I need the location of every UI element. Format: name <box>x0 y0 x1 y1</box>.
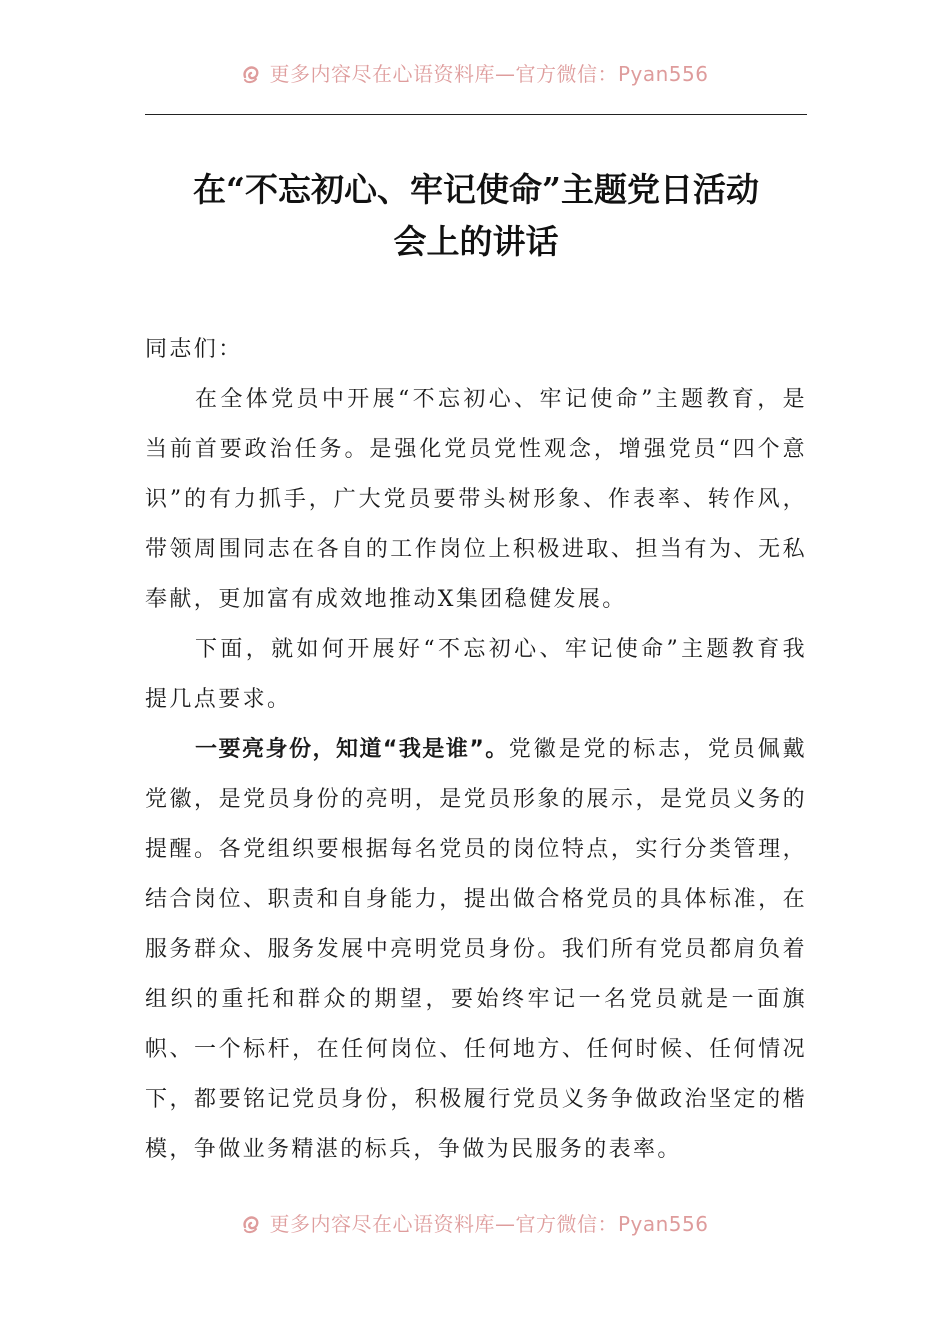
footer-watermark <box>0 1208 950 1237</box>
paragraph-3-heading: 一要亮身份，知道“我是谁”。 <box>195 737 509 762</box>
header-watermark <box>0 58 950 87</box>
paragraph-3-text: 党徽是党的标志，党员佩戴党徽，是党员身份的亮明，是党员形象的展示，是党员义务的提醒。各党组织要根据每名党员的岗位特点，实行分类管理，结合岗位、职责和自身能力，提出做合格党员的具体标准，在服务群众、服务发展中亮明党员身份。我们所有党员都肩负着组织的重托和群众的期望，要始终牢记一名党员就是一面旗帜、一个标杆，在任何岗位、任何地方、任何时候、任何情况下，都要铭记党员身份，积极履行党员义务争做政治坚定的楷模，争做业务精湛的标兵，争做为民服务的表率。 <box>145 737 807 1162</box>
swirl-logo-icon <box>241 63 263 85</box>
paragraph-1: 在全体党员中开展“不忘初心、牢记使命”主题教育，是当前首要政治任务。是强化党员党性观念，增强党员“四个意识”的有力抓手，广大党员要带头树形象、作表率、转作风，带领周围同志在各自的工作岗位上积极进取、担当有为、无私奉献，更加富有成效地推动X集团稳健发展。 <box>145 387 807 612</box>
watermark-text: 更多内容尽在心语资料库—官方微信：Pyan556 <box>269 1212 709 1236</box>
paragraph-3 <box>145 725 807 1175</box>
header-divider <box>145 114 807 115</box>
document-body <box>145 325 807 1175</box>
document-title <box>145 164 807 268</box>
title-line-1: 在“不忘初心、牢记使命”主题党日活动 <box>193 170 759 209</box>
swirl-logo-icon <box>241 1213 263 1235</box>
title-line-2: 会上的讲话 <box>393 222 559 261</box>
watermark-text: 更多内容尽在心语资料库—官方微信：Pyan556 <box>269 62 709 86</box>
salutation: 同志们： <box>145 337 243 362</box>
paragraph-2: 下面，就如何开展好“不忘初心、牢记使命”主题教育我提几点要求。 <box>145 637 807 712</box>
